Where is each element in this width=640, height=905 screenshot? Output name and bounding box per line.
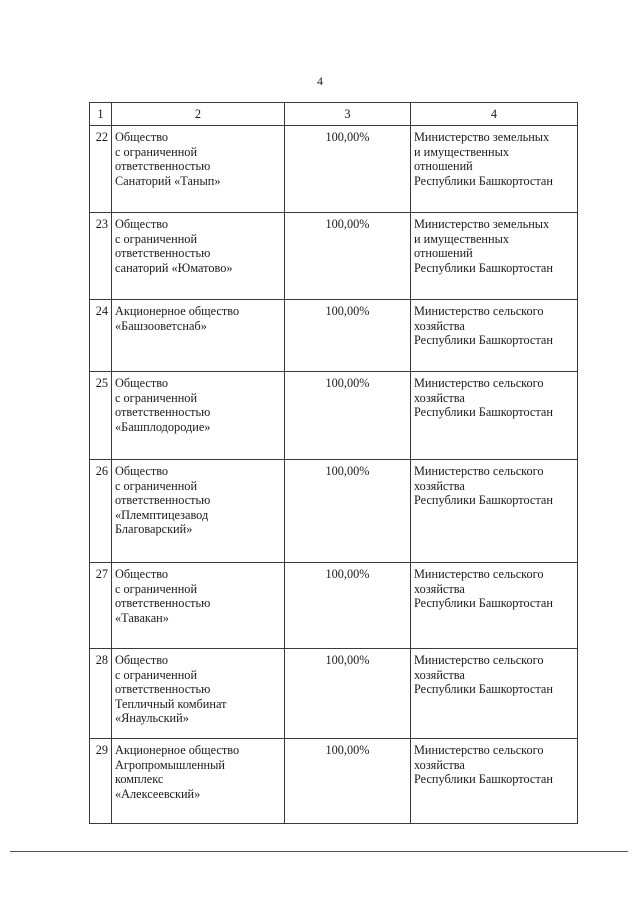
table-header-row [90,103,578,126]
ownership-share: 100,00% [285,126,411,213]
table-row [90,372,578,460]
responsible-ministry: Министерство сельского хозяйства Республики Башкортостан [411,300,578,372]
responsible-ministry: Министерство земельных и имущественных отношений Республики Башкортостан [411,213,578,300]
ownership-share: 100,00% [285,739,411,824]
organization-name: Общество с ограниченной ответственностью санаторий «Юматово» [112,213,285,300]
responsible-ministry: Министерство сельского хозяйства Республики Башкортостан [411,739,578,824]
table-row [90,649,578,739]
table-row [90,460,578,563]
header-col-3: 3 [285,103,411,126]
header-col-4: 4 [411,103,578,126]
header-col-2: 2 [112,103,285,126]
row-number: 26 [90,460,112,563]
organization-name: Общество с ограниченной ответственностью «Тавакан» [112,563,285,649]
organization-name: Общество с ограниченной ответственностью Тепличный комбинат «Янаульский» [112,649,285,739]
table-row [90,563,578,649]
ownership-share: 100,00% [285,460,411,563]
responsible-ministry: Министерство сельского хозяйства Республики Башкортостан [411,563,578,649]
row-number: 28 [90,649,112,739]
organization-name: Общество с ограниченной ответственностью Санаторий «Танып» [112,126,285,213]
ownership-share: 100,00% [285,649,411,739]
ownership-share: 100,00% [285,300,411,372]
responsible-ministry: Министерство сельского хозяйства Республики Башкортостан [411,460,578,563]
row-number: 27 [90,563,112,649]
registry-table [89,102,578,824]
table-row [90,213,578,300]
ownership-share: 100,00% [285,213,411,300]
table-row [90,126,578,213]
row-number: 22 [90,126,112,213]
responsible-ministry: Министерство сельского хозяйства Республики Башкортостан [411,649,578,739]
organization-name: Акционерное общество Агропромышленный комплекс «Алексеевский» [112,739,285,824]
responsible-ministry: Министерство земельных и имущественных отношений Республики Башкортостан [411,126,578,213]
responsible-ministry: Министерство сельского хозяйства Республики Башкортостан [411,372,578,460]
ownership-share: 100,00% [285,563,411,649]
organization-name: Акционерное общество «Башзооветснаб» [112,300,285,372]
organization-name: Общество с ограниченной ответственностью «Племптицезавод Благоварский» [112,460,285,563]
row-number: 29 [90,739,112,824]
table-row [90,300,578,372]
row-number: 23 [90,213,112,300]
row-number: 24 [90,300,112,372]
ownership-share: 100,00% [285,372,411,460]
organization-name: Общество с ограниченной ответственностью «Башплодородие» [112,372,285,460]
page-number: 4 [317,74,323,88]
header-col-1: 1 [90,103,112,126]
table-row [90,739,578,824]
row-number: 25 [90,372,112,460]
footer-divider [10,851,628,852]
